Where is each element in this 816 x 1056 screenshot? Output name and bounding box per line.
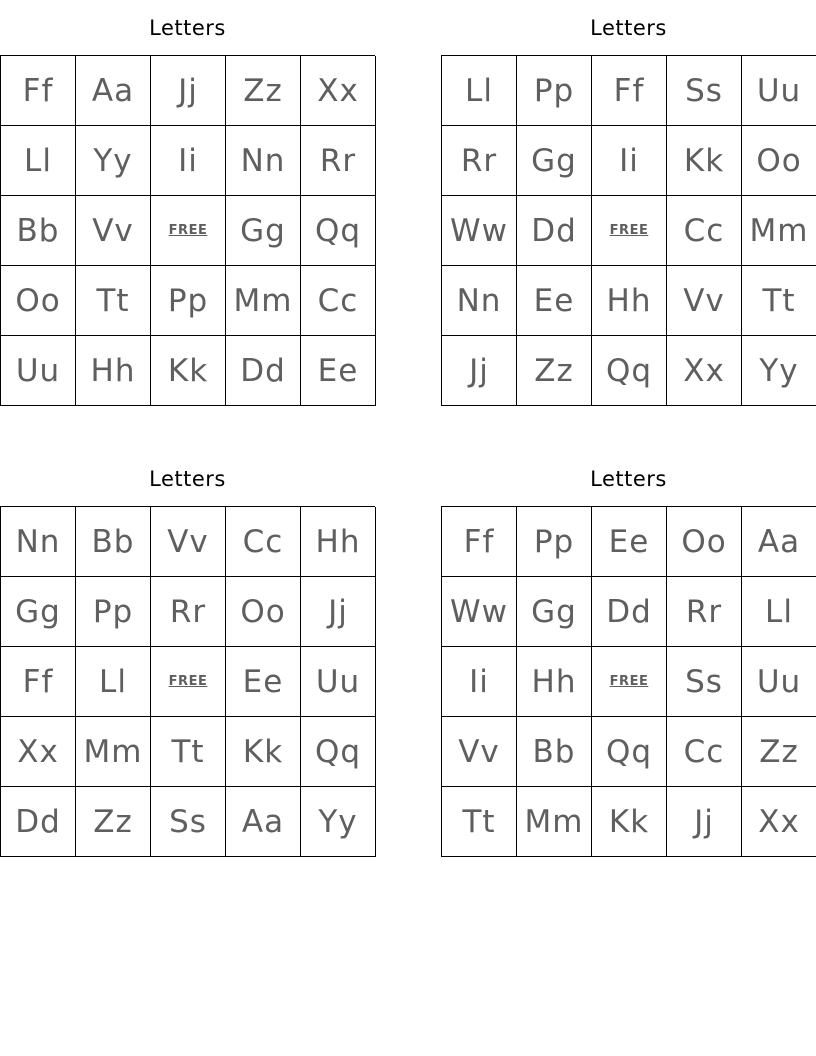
- grid-cell: Qq: [592, 336, 667, 406]
- grid-cell: Mm: [76, 717, 151, 787]
- grid-cell: Ii: [592, 126, 667, 196]
- grid-cell: Bb: [517, 717, 592, 787]
- grid-cell: Oo: [742, 126, 816, 196]
- grid-cell: Ii: [442, 647, 517, 717]
- grid-cell: Tt: [442, 787, 517, 857]
- grid-cell: Dd: [1, 787, 76, 857]
- grid-cell: Ss: [667, 56, 742, 126]
- bingo-card-1: [0, 0, 375, 406]
- grid-cell: Rr: [301, 126, 376, 196]
- grid-cell: Xx: [1, 717, 76, 787]
- grid-cell: Rr: [151, 577, 226, 647]
- grid-cell: Qq: [592, 717, 667, 787]
- grid-cell: Nn: [442, 266, 517, 336]
- grid-cell: Cc: [301, 266, 376, 336]
- grid-cell: Jj: [667, 787, 742, 857]
- grid-cell: Ll: [76, 647, 151, 717]
- grid-cell: Uu: [742, 56, 816, 126]
- grid-cell: Nn: [1, 507, 76, 577]
- grid-cell: Aa: [742, 507, 816, 577]
- grid-cell: Jj: [301, 577, 376, 647]
- grid-cell: Mm: [226, 266, 301, 336]
- grid-cell: Rr: [442, 126, 517, 196]
- grid-cell: Ee: [592, 507, 667, 577]
- grid-cell: Hh: [517, 647, 592, 717]
- grid-cell: Ll: [1, 126, 76, 196]
- bingo-grid: [441, 506, 816, 857]
- grid-cell: Kk: [151, 336, 226, 406]
- grid-cell: Tt: [76, 266, 151, 336]
- bingo-card-3: [0, 451, 375, 857]
- grid-cell: Uu: [1, 336, 76, 406]
- free-space-cell: FREE: [151, 196, 226, 266]
- grid-cell: Dd: [592, 577, 667, 647]
- grid-cell: Gg: [517, 126, 592, 196]
- bingo-card-4: [441, 451, 816, 857]
- grid-cell: Rr: [667, 577, 742, 647]
- grid-cell: Ii: [151, 126, 226, 196]
- grid-cell: Ll: [442, 56, 517, 126]
- grid-cell: Ll: [742, 577, 816, 647]
- grid-cell: Bb: [1, 196, 76, 266]
- grid-cell: Ee: [226, 647, 301, 717]
- grid-cell: Pp: [517, 56, 592, 126]
- grid-cell: Ss: [151, 787, 226, 857]
- grid-cell: Xx: [667, 336, 742, 406]
- grid-cell: Pp: [151, 266, 226, 336]
- grid-cell: Gg: [1, 577, 76, 647]
- grid-cell: Uu: [301, 647, 376, 717]
- grid-cell: Kk: [226, 717, 301, 787]
- grid-cell: Jj: [442, 336, 517, 406]
- grid-cell: Ee: [517, 266, 592, 336]
- grid-cell: Ss: [667, 647, 742, 717]
- grid-cell: Cc: [667, 196, 742, 266]
- grid-cell: Ff: [442, 507, 517, 577]
- grid-cell: Oo: [1, 266, 76, 336]
- grid-cell: Qq: [301, 717, 376, 787]
- grid-cell: Xx: [742, 787, 816, 857]
- grid-cell: Tt: [151, 717, 226, 787]
- grid-cell: Jj: [151, 56, 226, 126]
- grid-cell: Zz: [76, 787, 151, 857]
- grid-cell: Vv: [667, 266, 742, 336]
- grid-cell: Zz: [517, 336, 592, 406]
- grid-cell: Kk: [667, 126, 742, 196]
- grid-cell: Zz: [226, 56, 301, 126]
- grid-cell: Uu: [742, 647, 816, 717]
- grid-cell: Mm: [517, 787, 592, 857]
- card-title: Letters: [149, 467, 226, 491]
- grid-cell: Aa: [226, 787, 301, 857]
- grid-cell: Aa: [76, 56, 151, 126]
- grid-cell: Yy: [742, 336, 816, 406]
- free-space-cell: FREE: [592, 196, 667, 266]
- grid-cell: Oo: [226, 577, 301, 647]
- bingo-grid: [0, 506, 375, 857]
- grid-cell: Ww: [442, 577, 517, 647]
- grid-cell: Nn: [226, 126, 301, 196]
- grid-cell: Yy: [76, 126, 151, 196]
- bingo-grid: [0, 55, 375, 406]
- grid-cell: Vv: [151, 507, 226, 577]
- grid-cell: Qq: [301, 196, 376, 266]
- grid-cell: Pp: [517, 507, 592, 577]
- grid-cell: Cc: [226, 507, 301, 577]
- grid-cell: Yy: [301, 787, 376, 857]
- grid-cell: Vv: [442, 717, 517, 787]
- card-title: Letters: [590, 16, 667, 40]
- grid-cell: Hh: [301, 507, 376, 577]
- grid-cell: Ee: [301, 336, 376, 406]
- grid-cell: Pp: [76, 577, 151, 647]
- grid-cell: Gg: [517, 577, 592, 647]
- free-space-cell: FREE: [592, 647, 667, 717]
- grid-cell: Tt: [742, 266, 816, 336]
- grid-cell: Ff: [592, 56, 667, 126]
- grid-cell: Ff: [1, 647, 76, 717]
- free-space-cell: FREE: [151, 647, 226, 717]
- bingo-grid: [441, 55, 816, 406]
- grid-cell: Xx: [301, 56, 376, 126]
- grid-cell: Oo: [667, 507, 742, 577]
- card-title: Letters: [590, 467, 667, 491]
- bingo-card-2: [441, 0, 816, 406]
- grid-cell: Mm: [742, 196, 816, 266]
- grid-cell: Dd: [517, 196, 592, 266]
- grid-cell: Cc: [667, 717, 742, 787]
- grid-cell: Kk: [592, 787, 667, 857]
- grid-cell: Gg: [226, 196, 301, 266]
- grid-cell: Bb: [76, 507, 151, 577]
- grid-cell: Dd: [226, 336, 301, 406]
- grid-cell: Zz: [742, 717, 816, 787]
- grid-cell: Hh: [592, 266, 667, 336]
- grid-cell: Ff: [1, 56, 76, 126]
- grid-cell: Vv: [76, 196, 151, 266]
- card-title: Letters: [149, 16, 226, 40]
- grid-cell: Ww: [442, 196, 517, 266]
- grid-cell: Hh: [76, 336, 151, 406]
